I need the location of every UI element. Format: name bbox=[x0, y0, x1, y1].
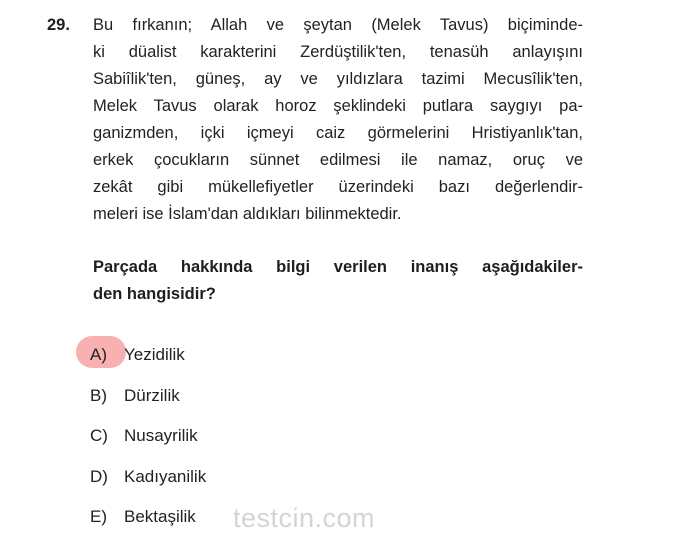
option-text: Bektaşilik bbox=[124, 507, 196, 527]
watermark: testcin.com bbox=[233, 503, 376, 533]
stem-line: den hangisidir? bbox=[93, 285, 216, 303]
passage-line: ki düalist karakterini Zerdüştilik'ten, tenasüh anlayışını bbox=[93, 43, 583, 61]
option-letter: A) bbox=[90, 345, 107, 365]
passage-line: Bu fırkanın; Allah ve şeytan (Melek Tavus) biçiminde- bbox=[93, 16, 583, 34]
question-stem bbox=[93, 254, 583, 308]
option-text: Nusayrilik bbox=[124, 426, 198, 446]
option-b[interactable] bbox=[90, 376, 206, 417]
option-text: Kadıyanilik bbox=[124, 466, 207, 486]
passage-line: meleri ise İslam'dan aldıkları bilinmektedir. bbox=[93, 205, 402, 223]
option-c[interactable] bbox=[90, 416, 206, 457]
stem-line: Parçada hakkında bilgi verilen inanış aşağıdakiler- bbox=[93, 258, 583, 276]
option-letter: D) bbox=[90, 466, 108, 486]
option-letter: C) bbox=[90, 426, 108, 446]
passage-line: erkek çocukların sünnet edilmesi ile namaz, oruç ve bbox=[93, 151, 583, 169]
option-letter: E) bbox=[90, 507, 107, 527]
passage-line: Sabiîlik'ten, güneş, ay ve yıldızlara tazimi Mecusîlik'ten, bbox=[93, 70, 583, 88]
passage-line: zekât gibi mükellefiyetler üzerindeki bazı değerlendir- bbox=[93, 178, 583, 196]
answer-options bbox=[90, 335, 206, 538]
option-e[interactable] bbox=[90, 497, 206, 538]
passage-line: Melek Tavus olarak horoz şeklindeki putlara saygıyı pa- bbox=[93, 97, 583, 115]
option-letter: B) bbox=[90, 385, 107, 405]
option-text: Dürzilik bbox=[124, 385, 180, 405]
question-number: 29. bbox=[47, 16, 70, 34]
option-a[interactable] bbox=[90, 335, 206, 376]
option-text: Yezidilik bbox=[124, 345, 185, 365]
option-d[interactable] bbox=[90, 457, 206, 498]
question-passage bbox=[93, 12, 583, 228]
passage-line: ganizmden, içki içmeyi caiz görmelerini Hristiyanlık'tan, bbox=[93, 124, 583, 142]
